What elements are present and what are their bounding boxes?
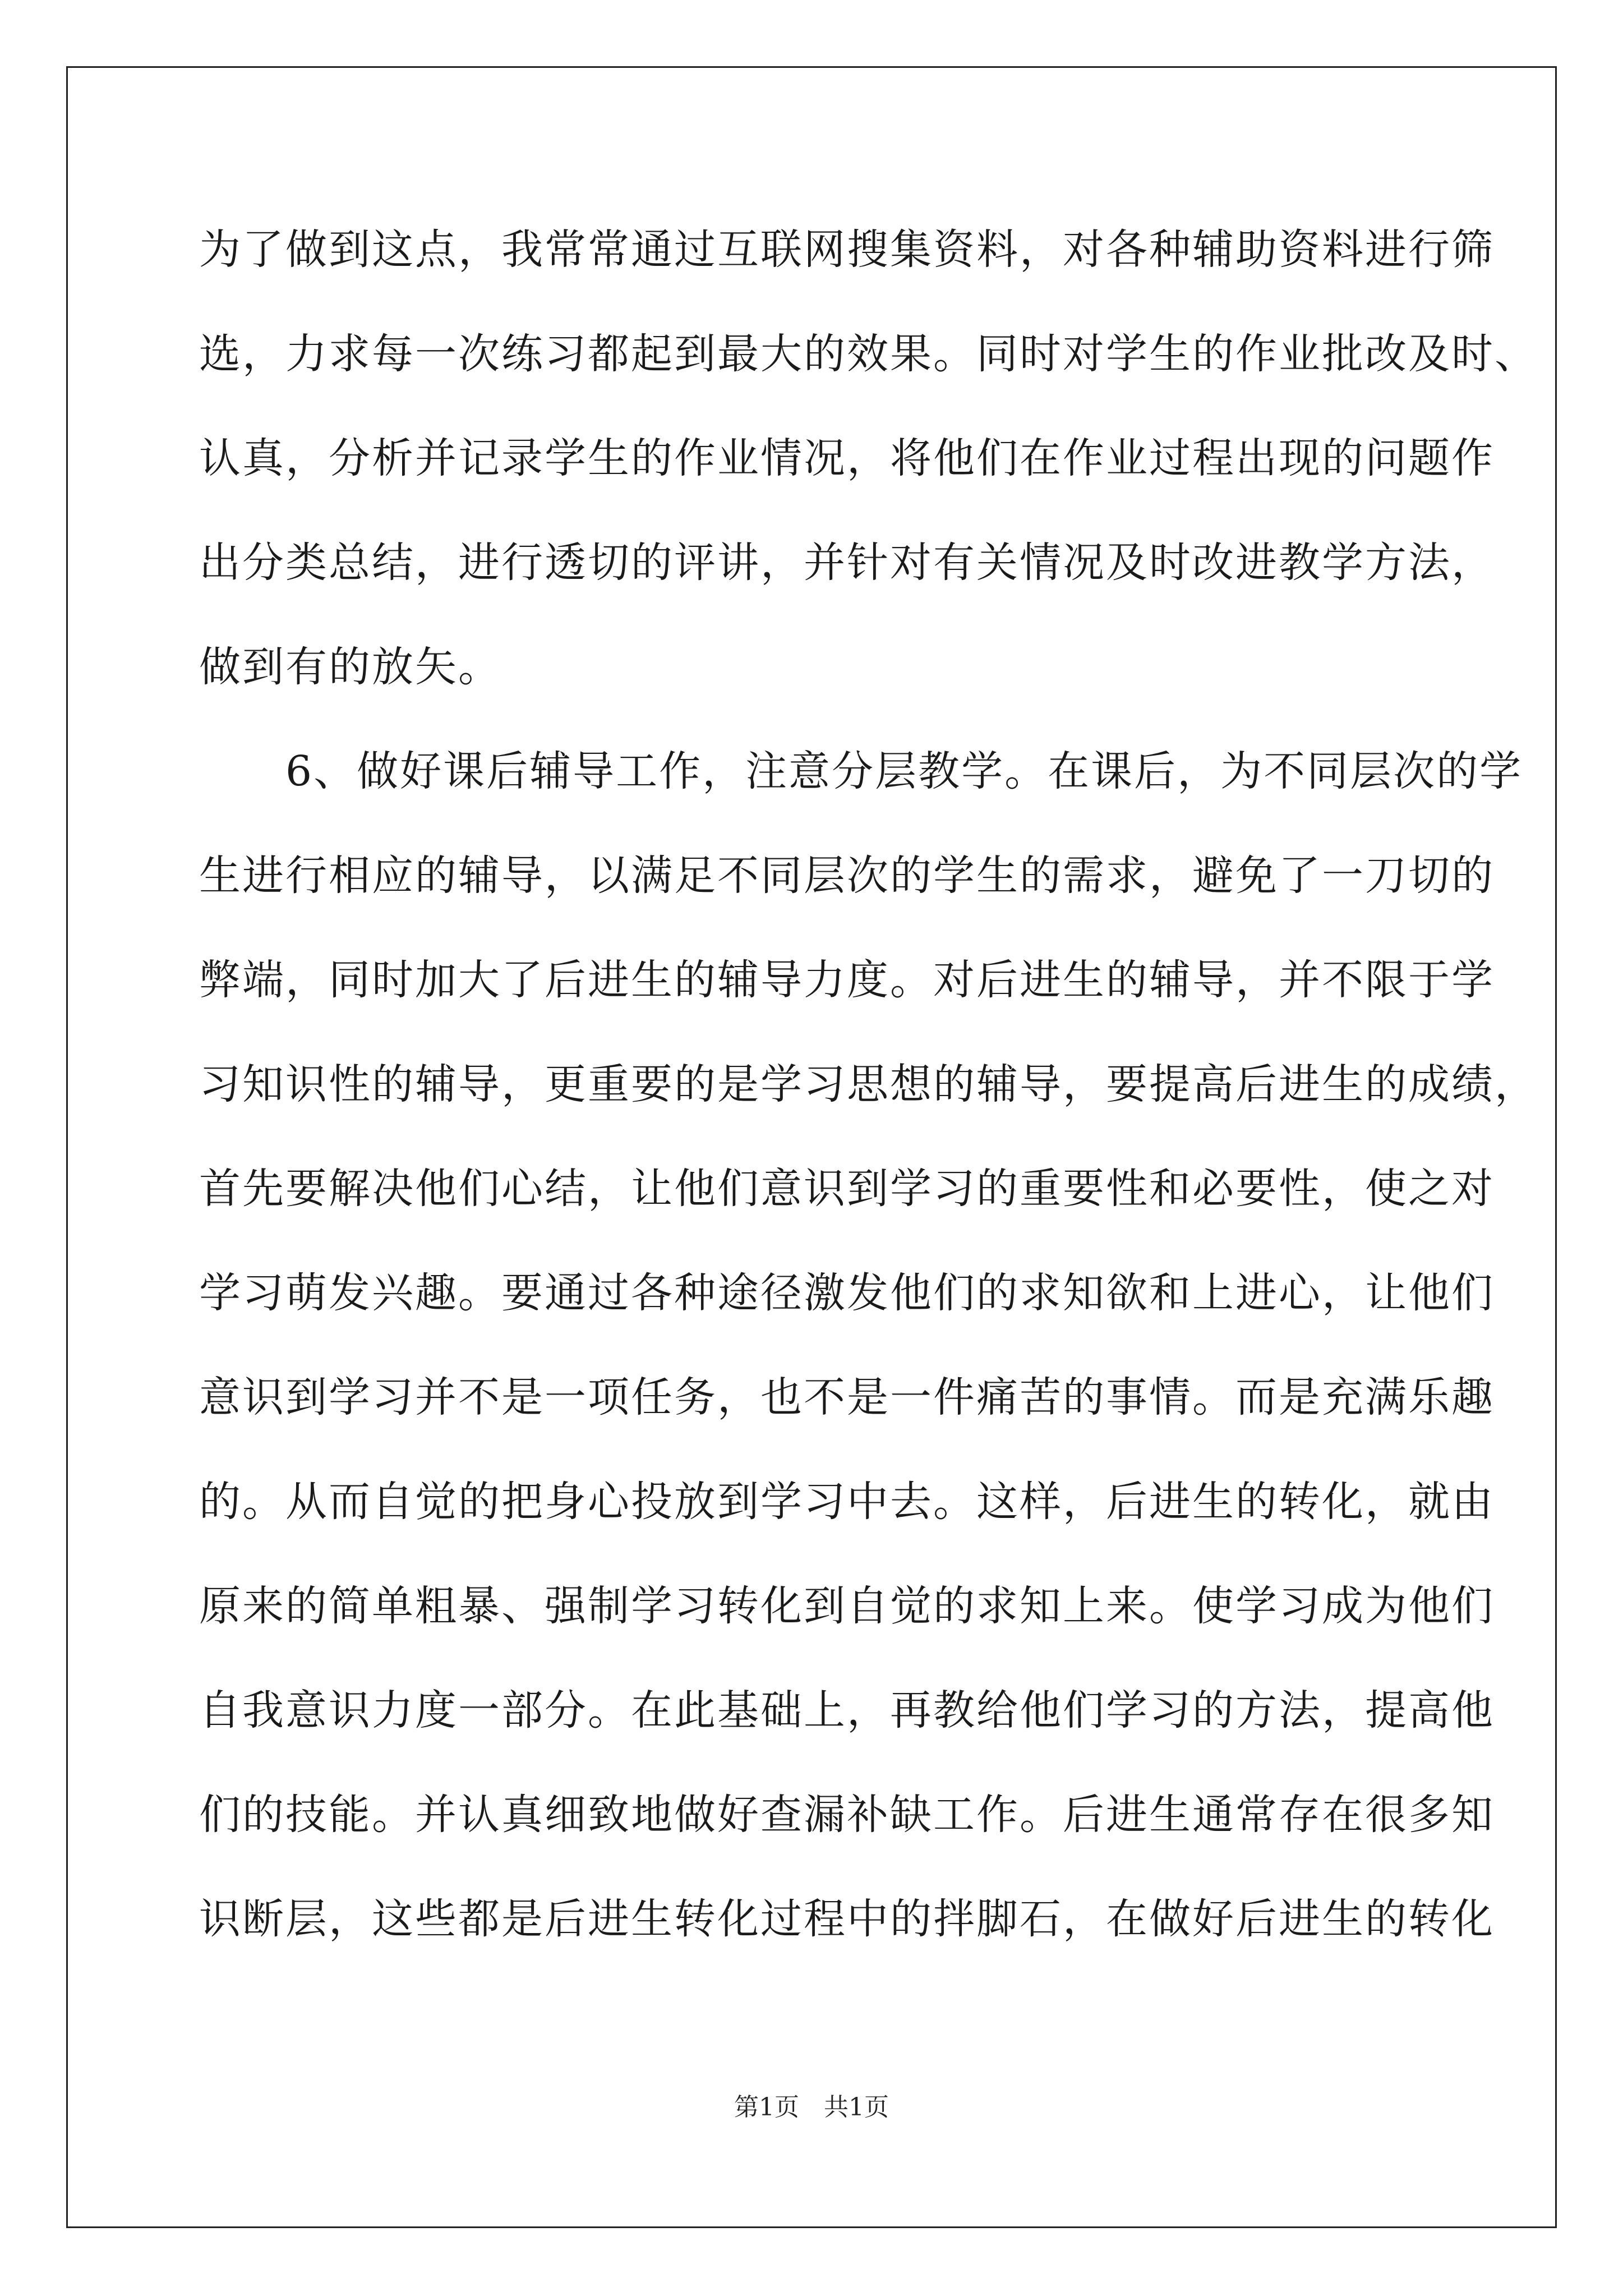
text-line: 的。从而自觉的把身心投放到学习中去。这样，后进生的转化，就由 [199,1478,1495,1526]
text-line: 弊端，同时加大了后进生的辅导力度。对后进生的辅导，并不限于学 [199,956,1495,1004]
text-line: 意识到学习并不是一项任务，也不是一件痛苦的事情。而是充满乐趣 [199,1373,1495,1421]
text-line: 习知识性的辅导，更重要的是学习思想的辅导，要提高后进生的成绩， [199,1060,1538,1108]
text-line: 6、做好课后辅导工作，注意分层教学。在课后，为不同层次的学 [199,747,1523,795]
text-line: 选，力求每一次练习都起到最大的效果。同时对学生的作业批改及时、 [199,330,1538,378]
text-line: 出分类总结，进行透切的评讲，并针对有关情况及时改进教学方法， [199,539,1495,587]
text-line: 认真，分析并记录学生的作业情况，将他们在作业过程出现的问题作 [199,434,1495,482]
text-line: 做到有的放矢。 [199,643,501,691]
text-line: 识断层，这些都是后进生转化过程中的拌脚石，在做好后进生的转化 [199,1895,1495,1943]
text-line: 生进行相应的辅导，以满足不同层次的学生的需求，避免了一刀切的 [199,852,1495,900]
text-line: 首先要解决他们心结，让他们意识到学习的重要性和必要性，使之对 [199,1165,1495,1213]
text-line: 们的技能。并认真细致地做好查漏补缺工作。后进生通常存在很多知 [199,1791,1495,1839]
page-footer: 第1页 共1页 [734,2093,889,2122]
text-line: 原来的简单粗暴、强制学习转化到自觉的求知上来。使学习成为他们 [199,1582,1495,1630]
text-line: 为了做到这点，我常常通过互联网搜集资料，对各种辅助资料进行筛 [199,226,1495,274]
text-line: 学习萌发兴趣。要通过各种途径激发他们的求知欲和上进心，让他们 [199,1269,1495,1317]
text-line: 自我意识力度一部分。在此基础上，再教给他们学习的方法，提高他 [199,1686,1495,1734]
